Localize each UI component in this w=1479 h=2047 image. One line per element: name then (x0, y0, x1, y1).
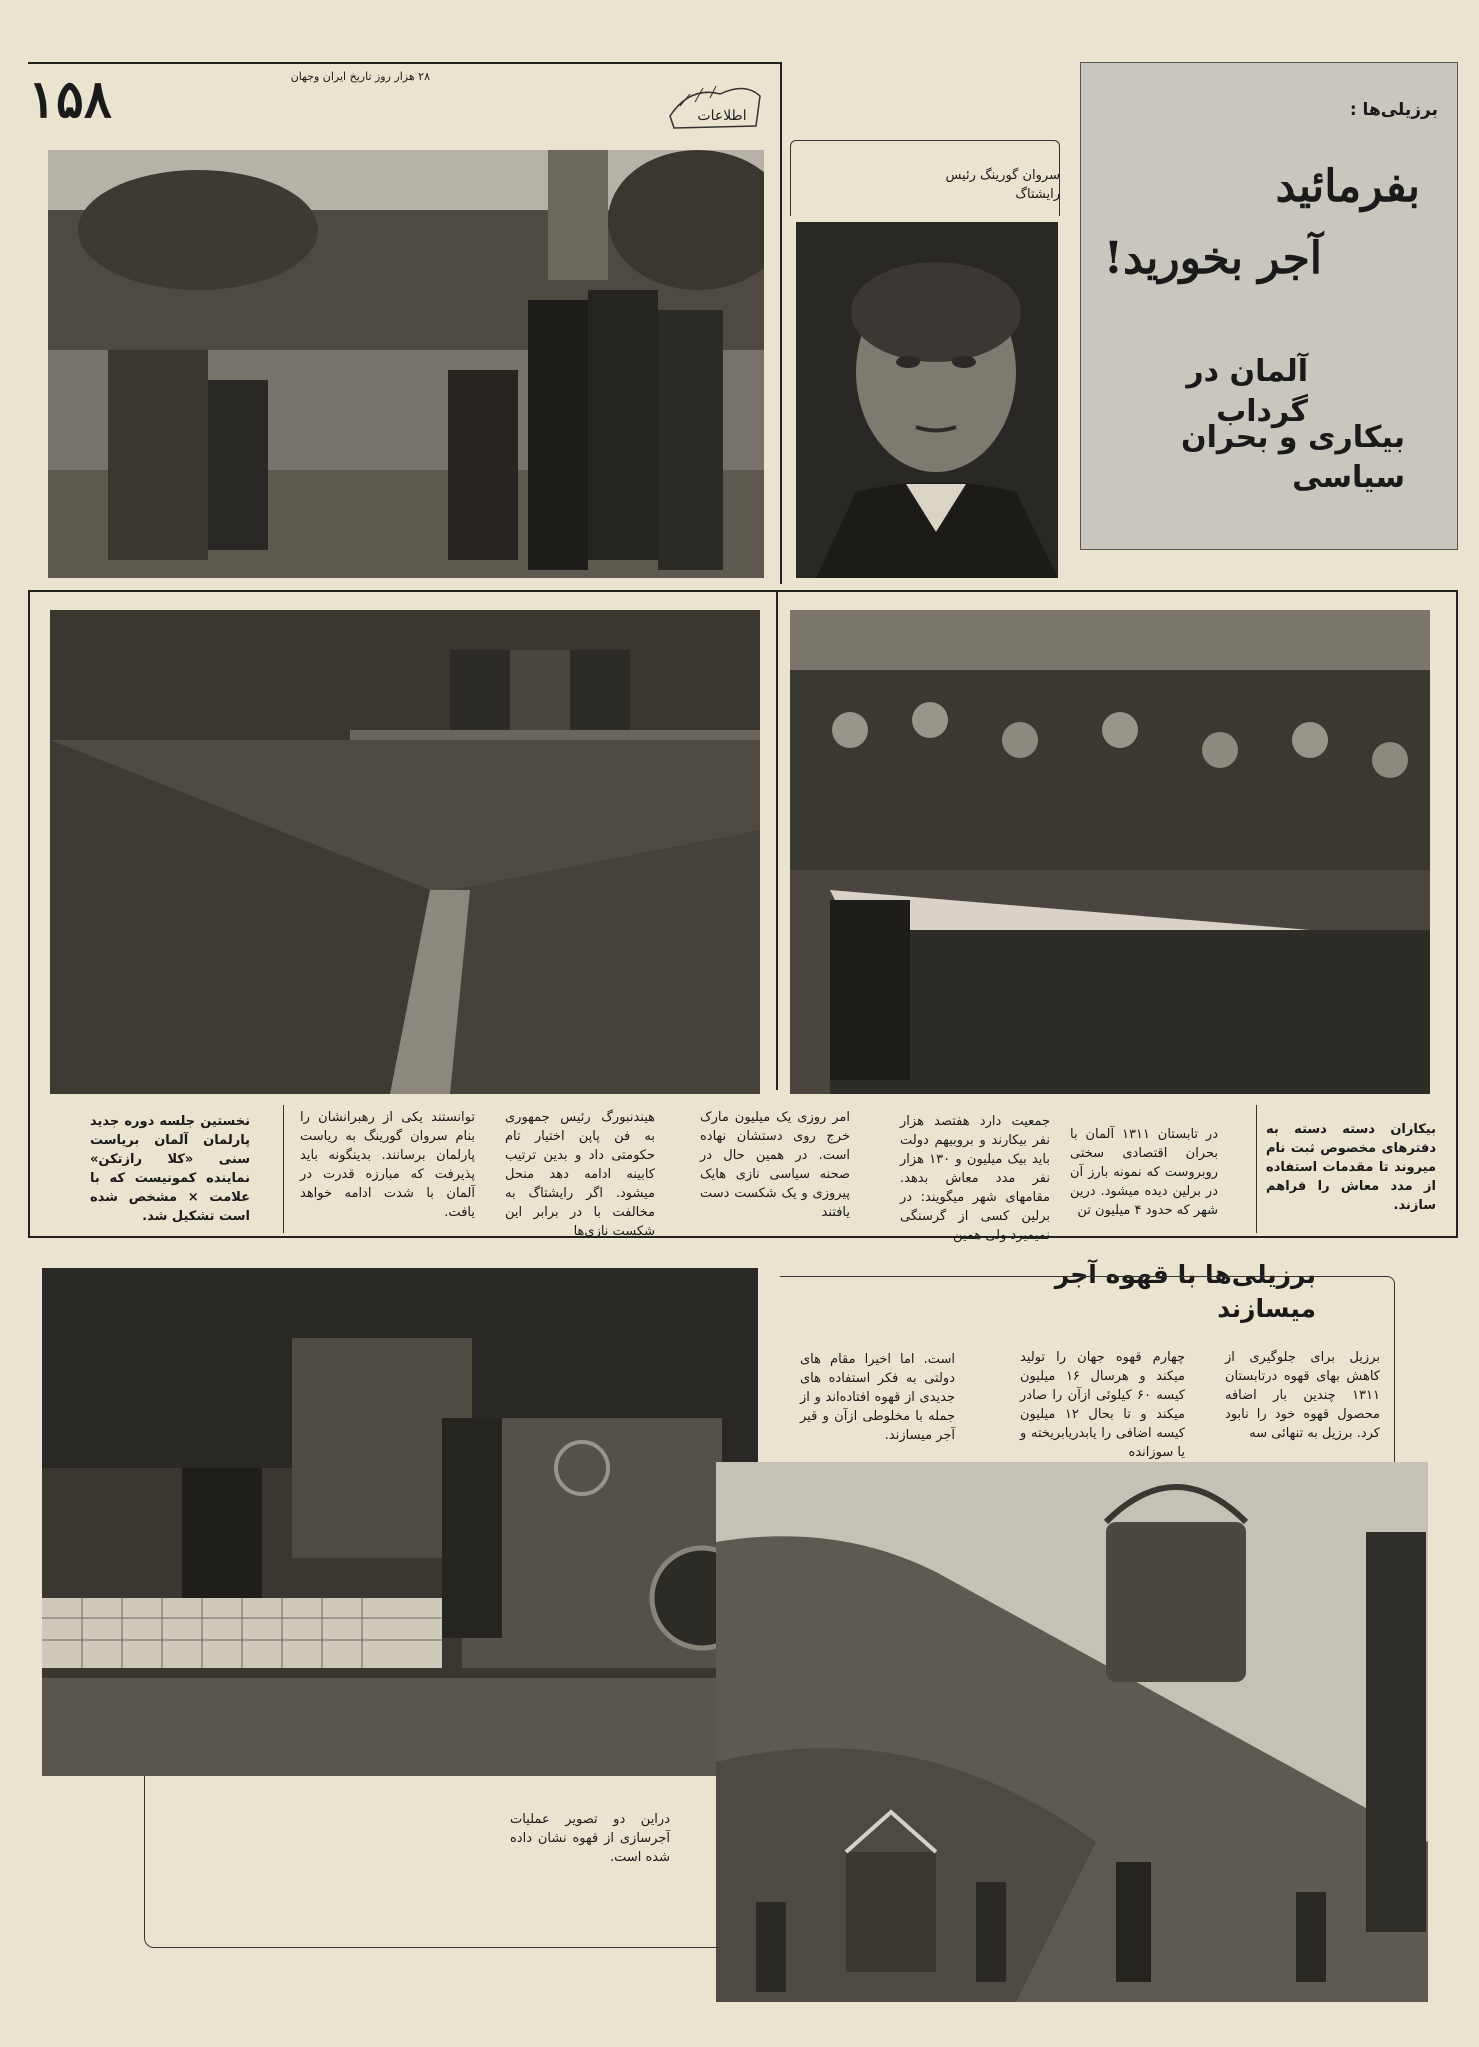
caption-column-5: توانستند یکی از رهبرانشان را بنام سروان گورینگ به ریاست پارلمان برسانند. بدینگونه باید پذیرفت که مبارزه قدرت در آلمان با شدت ادامه خواهد یافت. (300, 1110, 475, 1220)
caption-column-1: در تابستان ۱۳۱۱ آلمان با بحران اقتصادی سختی روبروست که نمونه بارز آن در برلین دیده میشود. درین شهر که حدود ۴ میلیون تن (1070, 1127, 1218, 1218)
caption-registration: بیکاران دسته دسته به دفترهای مخصوص ثبت نام میروند تا مقدمات استفاده از مدد معاش را فراهم سازند. (1266, 1122, 1436, 1213)
brazil-column-1: برزیل برای جلوگیری از کاهش بهای قهوه درتابستان ۱۳۱۱ چندین بار اضافه محصول قهوه خود را نابود کرد. برزیل به تنهائی سه (1225, 1350, 1380, 1441)
portrait-caption-line1: سروان گورینگ رئیس (945, 168, 1060, 183)
middle-divider (776, 590, 778, 1090)
brazil-title: برزیلی‌ها با قهوه آجر میسازند (1054, 1260, 1316, 1323)
caption-column-3: امر روزی یک میلیون مارک خرج روی دستشان نهاده است. در همین حال در صحنه سیاسی نازی هایک پیروزی و یک شکست دست یافتند (700, 1110, 850, 1220)
photo-brick-making (42, 1268, 758, 1776)
title-subhead-1: آلمان در گرداب (1186, 354, 1308, 429)
logo-text: اطلاعات (697, 108, 747, 124)
photo-goering-portrait (796, 222, 1058, 578)
portrait-caption (900, 166, 1060, 204)
photo-unemployed-park (48, 150, 764, 578)
brazil-column-3: است. اما اخیرا مقام های دولتی به فکر استفاده های جدیدی از قهوه افتاده‌اند و از جمله با مخلوطی ازآن و قیر آجر میسازند. (800, 1352, 955, 1443)
photo-unemployed-registration (790, 610, 1430, 1094)
header-tagline: ۲۸ هزار روز تاریخ ایران وجهان (290, 70, 430, 83)
caption-column-4: هیندنبورگ رئیس جمهوری به فن پاپن اختیار تام حکومتی داد و بدین ترتیب کابینه ادامه دهد منحل میشود. اگر رایشتاگ به مخالفت با در برابر این شکست نازی‌ها (505, 1110, 655, 1239)
page-number: ۱۵۸ (28, 69, 112, 130)
brick-photo-caption: دراین دو تصویر عملیات آجرسازی از قهوه نشان داده شده است. (510, 1812, 670, 1865)
title-kicker: برزیلی‌ها : (1349, 100, 1438, 120)
caption-reichstag: نخستین جلسه دوره جدید پارلمان آلمان بریاست سنی «کلا رازتکن» نماینده کمونیست که با علامت × مشخص شده است تشکیل شد. (90, 1114, 250, 1224)
caption-divider-1 (1256, 1105, 1257, 1233)
title-subhead-2: بیکاری و بحران سیاسی (1181, 420, 1405, 495)
portrait-caption-line2: رایشتاگ (1015, 187, 1060, 202)
newspaper-logo (660, 76, 770, 136)
title-headline-2: آجر بخورید! (1103, 233, 1322, 284)
photo-reichstag-session (50, 610, 760, 1094)
caption-divider-2 (283, 1105, 284, 1233)
photo-coffee-pile (716, 1462, 1428, 2002)
title-headline-1: بفرمائید (1275, 161, 1420, 212)
brazil-column-2: چهارم قهوه جهان را تولید میکند و هرسال ۱۶ میلیون کیسه ۶۰ کیلوئی ازآن را صادر میکند و تا بحال ۱۲ میلیون کیسه اضافی را یابدریابریخته و یا سوزانده (1020, 1350, 1185, 1460)
caption-column-2: جمعیت دارد هفتصد هزار نفر بیکارند و بروبیهم دولت باید بیک میلیون و ۱۳۰ هزار نفر مدد معاش بدهد. مقامهای شهر میگویند: در برلین کسی از گرسنگی نمیمیرد ولی همین (900, 1114, 1050, 1243)
